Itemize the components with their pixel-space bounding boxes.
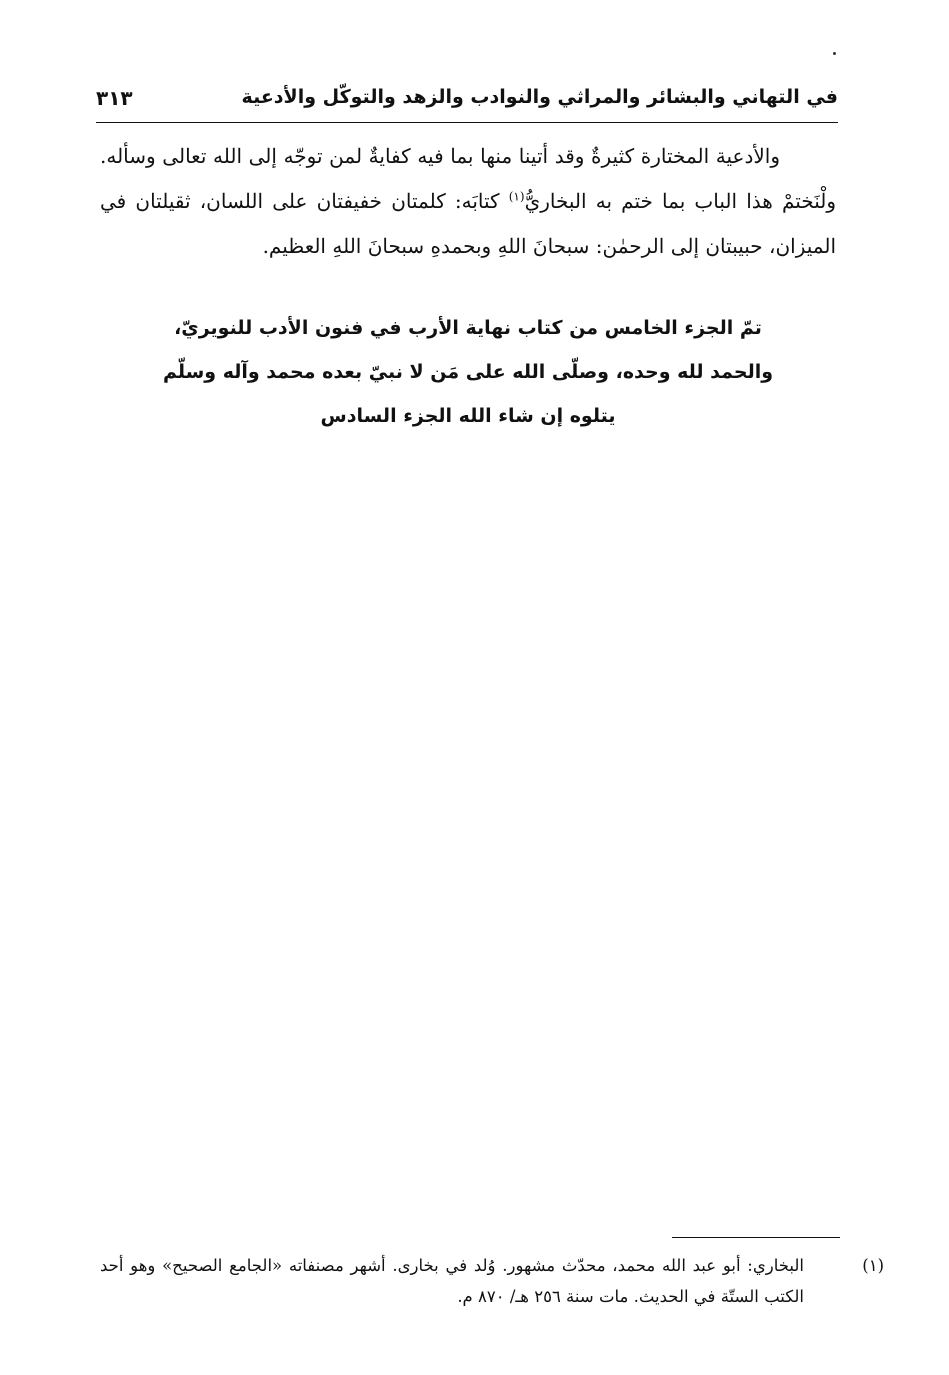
colophon-line-3: يتلوه إن شاء الله الجزء السادس xyxy=(320,405,616,427)
footnote xyxy=(100,1250,884,1312)
footnote-separator xyxy=(672,1237,840,1238)
colophon xyxy=(100,306,836,438)
running-header-title: في التهاني والبشائر والمراثي والنوادب والزهد والتوكّل والأدعية xyxy=(241,86,838,108)
footnote-reference: (١) xyxy=(508,189,525,204)
header-rule xyxy=(96,122,838,123)
main-text xyxy=(100,134,836,269)
page-number: ٣١٣ xyxy=(96,86,133,110)
main-paragraph xyxy=(100,134,836,269)
colophon-line-2: والحمد لله وحده، وصلّى الله على مَن لا نبيّ بعده محمد وآله وسلّم xyxy=(162,361,774,383)
colophon-line-1: تمّ الجزء الخامس من كتاب نهاية الأرب في فنون الأدب للنويريّ، xyxy=(174,317,762,339)
main-paragraph-start: والأدعية المختارة كثيرةٌ وقد أتينا منها بما فيه كفايةٌ لمن توجّه إلى الله تعالى وسأله. ولْنَختمْ هذا الباب بما ختم به البخاريُّ xyxy=(100,144,836,213)
running-header xyxy=(96,84,838,120)
main-paragraph-end: كتابَه: كلمتان خفيفتان على اللسان، ثقيلتان في الميزان، حبيبتان إلى الرحمٰن: سبحانَ اللهِ وبحمدهِ سبحانَ اللهِ العظيم. xyxy=(100,189,836,258)
footnote-text: البخاري: أبو عبد الله محمد، محدّث مشهور. وُلد في بخارى. أشهر مصنفاته «الجامع الصحيح» وهو أحد الكتب الستّة في الحديث. مات سنة ٢٥٦ هـ/ ٨٧٠ م. xyxy=(100,1256,804,1306)
footnote-number: (١) xyxy=(862,1256,884,1275)
scan-speck xyxy=(833,52,836,55)
footnote-paragraph xyxy=(100,1250,884,1312)
